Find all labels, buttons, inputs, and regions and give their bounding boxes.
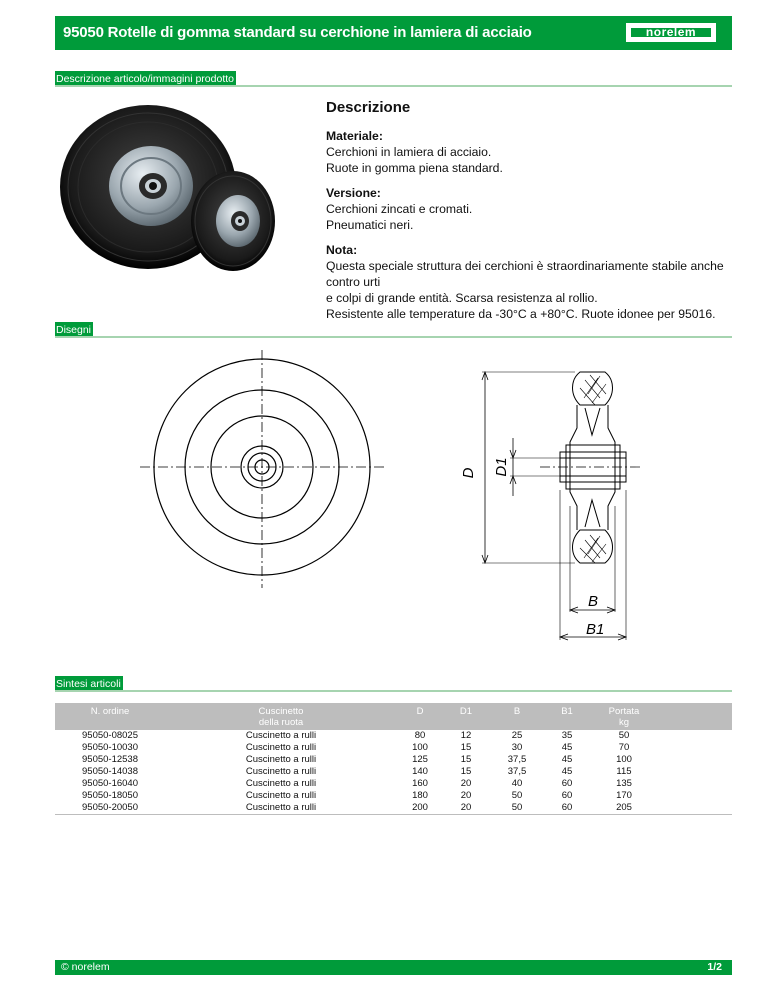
section-summary xyxy=(55,676,732,692)
col-b: B xyxy=(489,703,545,730)
section-label: Disegni xyxy=(56,324,92,336)
dimension-d1-label: D1 xyxy=(493,457,510,477)
description-title: Descrizione xyxy=(326,99,411,116)
section-view xyxy=(482,372,640,640)
col-d1: D1 xyxy=(443,703,489,730)
table-row: 95050-18050 Cuscinetto a rulli 180 20 50 60 170 xyxy=(82,790,632,801)
col-capacity: Portata kg xyxy=(589,703,659,730)
table-row: 95050-10030 Cuscinetto a rulli 100 15 30 45 70 xyxy=(82,742,630,753)
section-drawings xyxy=(55,322,732,338)
page-header xyxy=(55,16,732,50)
norelem-logo xyxy=(626,23,716,42)
table-row: 95050-14038 Cuscinetto a rulli 140 15 37,5 45 115 xyxy=(82,766,632,777)
description-version: Versione: Cerchioni zincati e cromati. Pneumatici neri. xyxy=(326,186,473,232)
page-number: 1/2 xyxy=(707,961,722,973)
logo-text: norelem xyxy=(645,25,697,39)
table-row: 95050-12538 Cuscinetto a rulli 125 15 37,5 45 100 xyxy=(82,754,632,765)
section-description-images xyxy=(55,71,732,87)
description-material: Materiale: Cerchioni in lamiera di acciaio. Ruote in gomma piena standard. xyxy=(326,129,503,175)
table-row: 95050-08025 Cuscinetto a rulli 80 12 25 35 50 xyxy=(82,730,630,741)
table-row: 95050-20050 Cuscinetto a rulli 200 20 50 60 205 xyxy=(55,802,732,815)
copyright: © norelem xyxy=(61,961,110,973)
col-bearing xyxy=(165,703,397,730)
col-order-number: N. ordine xyxy=(55,703,165,730)
page-footer xyxy=(55,960,732,975)
dimension-b-label: B xyxy=(588,593,599,610)
dimension-d-label: D xyxy=(460,467,477,479)
product-photo xyxy=(55,100,285,280)
section-label: Descrizione articolo/immagini prodotto xyxy=(56,73,234,85)
front-view xyxy=(140,350,385,588)
articles-table xyxy=(55,703,732,815)
table-row: 95050-16040 Cuscinetto a rulli 160 20 40 60 135 xyxy=(82,778,632,789)
description-note: Nota: Questa speciale struttura dei cerchioni è straordinariamente stabile anche contro urti e colpi di grande entità. Scarsa resistenza al rollio. Resistente alle temperature da -30°C a +80°C. Ruote idonee per 95016. xyxy=(326,243,724,321)
technical-drawing xyxy=(140,350,660,650)
col-bearing-line2: della ruota xyxy=(258,717,304,728)
section-label: Sintesi articoli xyxy=(56,678,121,690)
description-panel xyxy=(326,100,736,331)
col-d: D xyxy=(397,703,443,730)
small-wheel xyxy=(191,171,275,271)
col-b1: B1 xyxy=(545,703,589,730)
dimension-b1-label: B1 xyxy=(586,621,605,638)
page-title: 95050 Rotelle di gomma standard su cerchione in lamiera di acciaio xyxy=(63,24,532,41)
table-header-row xyxy=(55,703,732,730)
col-bearing-line1: Cuscinetto xyxy=(258,706,304,717)
